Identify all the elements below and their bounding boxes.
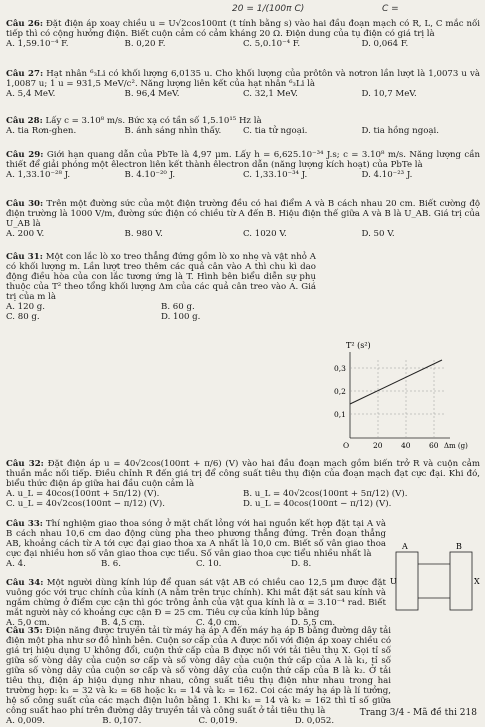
option-c[interactable]: C. u_L = 40√2cos(100πt − π/12) (V). xyxy=(6,498,165,509)
question-number: Câu 31: xyxy=(6,252,43,262)
ytick-01: 0,1 xyxy=(334,410,346,419)
question-text: Lấy c = 3.10⁸ m/s. Bức xạ có tần số 1,5.10¹⁵ Hz là xyxy=(45,116,262,126)
xtick-60: 60 xyxy=(429,441,439,450)
option-c[interactable]: C. 5,0.10⁻⁴ F. xyxy=(243,38,301,49)
option-a[interactable]: A. u_L = 40cos(100πt + 5π/12) (V). xyxy=(6,488,160,499)
option-d[interactable]: D. 50 V. xyxy=(361,228,395,239)
question-34 xyxy=(6,579,386,629)
option-a[interactable]: A. 0,009. xyxy=(6,715,46,726)
option-b[interactable]: B. 0,20 F. xyxy=(124,38,166,49)
option-b[interactable]: B. 0,107. xyxy=(102,715,142,726)
option-b[interactable]: B. 980 V. xyxy=(124,228,163,239)
question-text: Giới hạn quang dẫn của PbTe là 4,97 μm. Lấy h = 6,625.10⁻³⁴ J.s; c = 3.10⁸ m/s. Năng lượng cần thiết để giải phóng một êlectron liên kết thành êlectron dẫn (năng lượng kích hoạt) của PbTe là xyxy=(6,150,481,170)
option-d[interactable]: D. 0,064 F. xyxy=(361,38,409,49)
option-b[interactable]: B. 60 g. xyxy=(161,301,195,312)
option-a[interactable]: A. 1,59.10⁻⁴ F. xyxy=(6,38,69,49)
option-d[interactable]: D. 5,5 cm. xyxy=(291,617,336,628)
option-b[interactable]: B. u_L = 40√2cos(100πt + 5π/12) (V). xyxy=(243,488,408,499)
option-c[interactable]: C. tia tử ngoại. xyxy=(243,125,308,136)
handwritten-note-top: 20 = 1/(100π C) xyxy=(232,4,305,14)
ytick-02: 0,2 xyxy=(334,387,346,396)
option-c[interactable]: C. 1,33.10⁻³⁴ J. xyxy=(243,169,308,180)
label-b: B xyxy=(456,542,462,551)
question-30 xyxy=(6,200,480,240)
question-number: Câu 29: xyxy=(6,150,44,160)
answer-options xyxy=(6,127,480,137)
question-number: Câu 35: xyxy=(6,626,43,636)
xtick-origin: O xyxy=(343,441,350,450)
answer-options xyxy=(6,171,480,181)
option-d[interactable]: D. 8. xyxy=(291,558,312,569)
option-a[interactable]: A. 1,33.10⁻²⁸ J. xyxy=(6,169,71,180)
question-number: Câu 28: xyxy=(6,116,43,126)
question-26 xyxy=(6,20,480,50)
question-text: Điện năng được truyền tải từ máy hạ áp A đến máy hạ áp B bằng đường dây tải điện một pha như sơ đồ hình bên. Cuộn sơ cấp của A được nối với điện áp xoay chiều có giá trị hiệu dụng U không đổi, cuộn thứ cấp của B được nối với tải tiêu thụ X. Gọi tỉ số giữa số vòng dây của cuộn sơ cấp và số vòng dây của cuộn thứ cấp của A là k₁, tỉ số giữa số vòng dây của cuộn sơ cấp và số vòng dây của cuộn thứ cấp của B là k₂. Ở tải tiêu thụ, điện áp hiệu dụng như nhau, công suất tiêu thụ điện như nhau trong hai trường hợp: k₁ = 32 và k₂ = 68 hoặc k₁ = 14 và k₂ = 162. Coi các máy hạ áp là lí tưởng, hệ số công suất của các mạch điện luôn bằng 1. Khi k₁ = 14 và k₂ = 162 thì tỉ số giữa công suất hao phí trên đường dây truyền tải và công suất ở tải tiêu thụ là xyxy=(6,626,391,716)
option-d[interactable]: D. 10,7 MeV. xyxy=(361,88,417,99)
question-27 xyxy=(6,70,480,100)
question-28 xyxy=(6,117,480,137)
transformer-diagram xyxy=(390,540,482,620)
option-c[interactable]: C. 10. xyxy=(196,558,222,569)
xtick-20: 20 xyxy=(373,441,383,450)
question-text: Một con lắc lò xo treo thẳng đứng gồm lò xo nhẹ và vật nhỏ A có khối lượng m. Lần lượt treo thêm các quả cân vào A thì chu kì dao động điều hòa của con lắc tương ứng là T. Hình bên biểu diễn sự phụ thuộc của T² theo tổng khối lượng Δm của các quả cân treo vào A. Giá trị của m là xyxy=(6,252,317,302)
question-31 xyxy=(6,253,480,323)
handwritten-note-right: C = xyxy=(382,4,399,14)
answer-options xyxy=(6,717,391,727)
option-a[interactable]: A. 5,4 MeV. xyxy=(6,88,56,99)
transformer-a xyxy=(396,552,418,610)
option-d[interactable]: D. tia hồng ngoại. xyxy=(361,125,439,136)
option-c[interactable]: C. 4,0 cm. xyxy=(196,617,240,628)
question-text: Một người dùng kính lúp để quan sát vật AB có chiều cao 12,5 μm được đặt vuông góc với trục chính của kính (A nằm trên trục chính). Khi mắt đặt sát sau kính và ngắm chừng ở điểm cực cận thì góc trông ảnh của vật qua kính là α = 3.10⁻⁴ rad. Biết mắt người này có khoảng cực cận Đ = 25 cm. Tiêu cự của kính lúp bằng xyxy=(6,578,386,618)
option-a[interactable]: A. 200 V. xyxy=(6,228,45,239)
question-number: Câu 32: xyxy=(6,459,44,469)
option-b[interactable]: B. 4,5 cm. xyxy=(101,617,145,628)
label-u: U xyxy=(390,577,397,586)
option-c[interactable]: C. 80 g. xyxy=(6,311,40,322)
xtick-40: 40 xyxy=(401,441,411,450)
graph-xlabel: Δm (g) xyxy=(444,442,468,450)
option-d[interactable]: D. 4.10⁻²³ J. xyxy=(361,169,413,180)
option-a[interactable]: A. 4. xyxy=(6,558,26,569)
option-c[interactable]: C. 1020 V. xyxy=(243,228,287,239)
question-35 xyxy=(6,627,391,727)
question-29 xyxy=(6,151,480,181)
question-text: Trên một đường sức của một điện trường đều có hai điểm A và B cách nhau 20 cm. Biết cường độ điện trường là 1000 V/m, đường sức điện có chiều từ A đến B. Hiệu điện thế giữa A và B là U_AB. Giá trị của U_AB là xyxy=(6,199,481,229)
question-text: Thí nghiệm giao thoa sóng ở mặt chất lỏng với hai nguồn kết hợp đặt tại A và B cách nhau 10,6 cm dao động cùng pha theo phương thẳng đứng. Trên đoạn thẳng AB, khoảng cách từ A tới cực đại giao thoa xa A nhất là 10,0 cm. Biết số vân giao thoa cực đại nhiều hơn số vân giao thoa cực tiểu. Số vân giao thoa cực tiểu nhiều nhất là xyxy=(6,519,386,559)
gridlines xyxy=(350,360,445,438)
question-number: Câu 30: xyxy=(6,199,44,209)
answer-options xyxy=(6,303,316,323)
option-a[interactable]: A. 120 g. xyxy=(6,301,46,312)
question-text: Đặt điện áp xoay chiều u = U√2cos100πt (t tính bằng s) vào hai đầu đoạn mạch có R, L, C mắc nối tiếp thì có cộng hưởng điện. Biết cuộn cảm có cảm kháng 20 Ω. Điện dung của tụ điện có giá trị là xyxy=(6,19,481,39)
question-text: Hạt nhân ⁶₃Li có khối lượng 6,0135 u. Cho khối lượng của prôtôn và nơtron lần lượt là 1,0073 u và 1,0087 u; 1 u = 931,5 MeV/c². Năng lượng liên kết của hạt nhân ⁶₃Li là xyxy=(6,69,481,89)
answer-options xyxy=(6,90,480,100)
option-c[interactable]: C. 32,1 MeV. xyxy=(243,88,298,99)
label-x: X xyxy=(474,577,480,586)
question-number: Câu 26: xyxy=(6,19,44,29)
option-a[interactable]: A. 5,0 cm. xyxy=(6,617,50,628)
graph-ylabel: T² (s²) xyxy=(346,341,371,350)
transformer-b xyxy=(450,552,472,610)
option-b[interactable]: B. 4.10⁻²⁰ J. xyxy=(124,169,176,180)
question-number: Câu 34: xyxy=(6,578,44,588)
option-d[interactable]: D. u_L = 40cos(100πt − π/12) (V). xyxy=(243,498,392,509)
option-b[interactable]: B. 6. xyxy=(101,558,121,569)
graph-line xyxy=(350,360,442,404)
question-33 xyxy=(6,520,386,570)
answer-options xyxy=(6,560,386,570)
answer-options xyxy=(6,40,480,50)
answer-options xyxy=(6,230,480,240)
ytick-03: 0,3 xyxy=(334,364,346,373)
answer-options xyxy=(6,490,480,510)
label-a: A xyxy=(402,542,408,551)
question-text: Đặt điện áp u = 40√2cos(100πt + π/6) (V) vào hai đầu đoạn mạch gồm biến trở R và cuộn cảm thuần mắc nối tiếp. Điều chỉnh R đến giá trị để công suất tiêu thụ điện của đoạn mạch đạt cực đại. Khi đó, biểu thức điện áp giữa hai đầu cuộn cảm là xyxy=(6,459,480,489)
option-b[interactable]: B. ánh sáng nhìn thấy. xyxy=(124,125,222,136)
option-b[interactable]: B. 96,4 MeV. xyxy=(124,88,180,99)
option-d[interactable]: D. 0,052. xyxy=(294,715,335,726)
t-squared-graph xyxy=(330,338,480,450)
question-number: Câu 27: xyxy=(6,69,44,79)
question-32-body xyxy=(6,460,480,510)
page-footer: Trang 3/4 - Mã đề thi 218 xyxy=(359,708,477,718)
question-number: Câu 33: xyxy=(6,519,43,529)
option-a[interactable]: A. tia Rơn-ghen. xyxy=(6,125,77,136)
option-d[interactable]: D. 100 g. xyxy=(161,311,201,322)
option-c[interactable]: C. 0,019. xyxy=(198,715,238,726)
